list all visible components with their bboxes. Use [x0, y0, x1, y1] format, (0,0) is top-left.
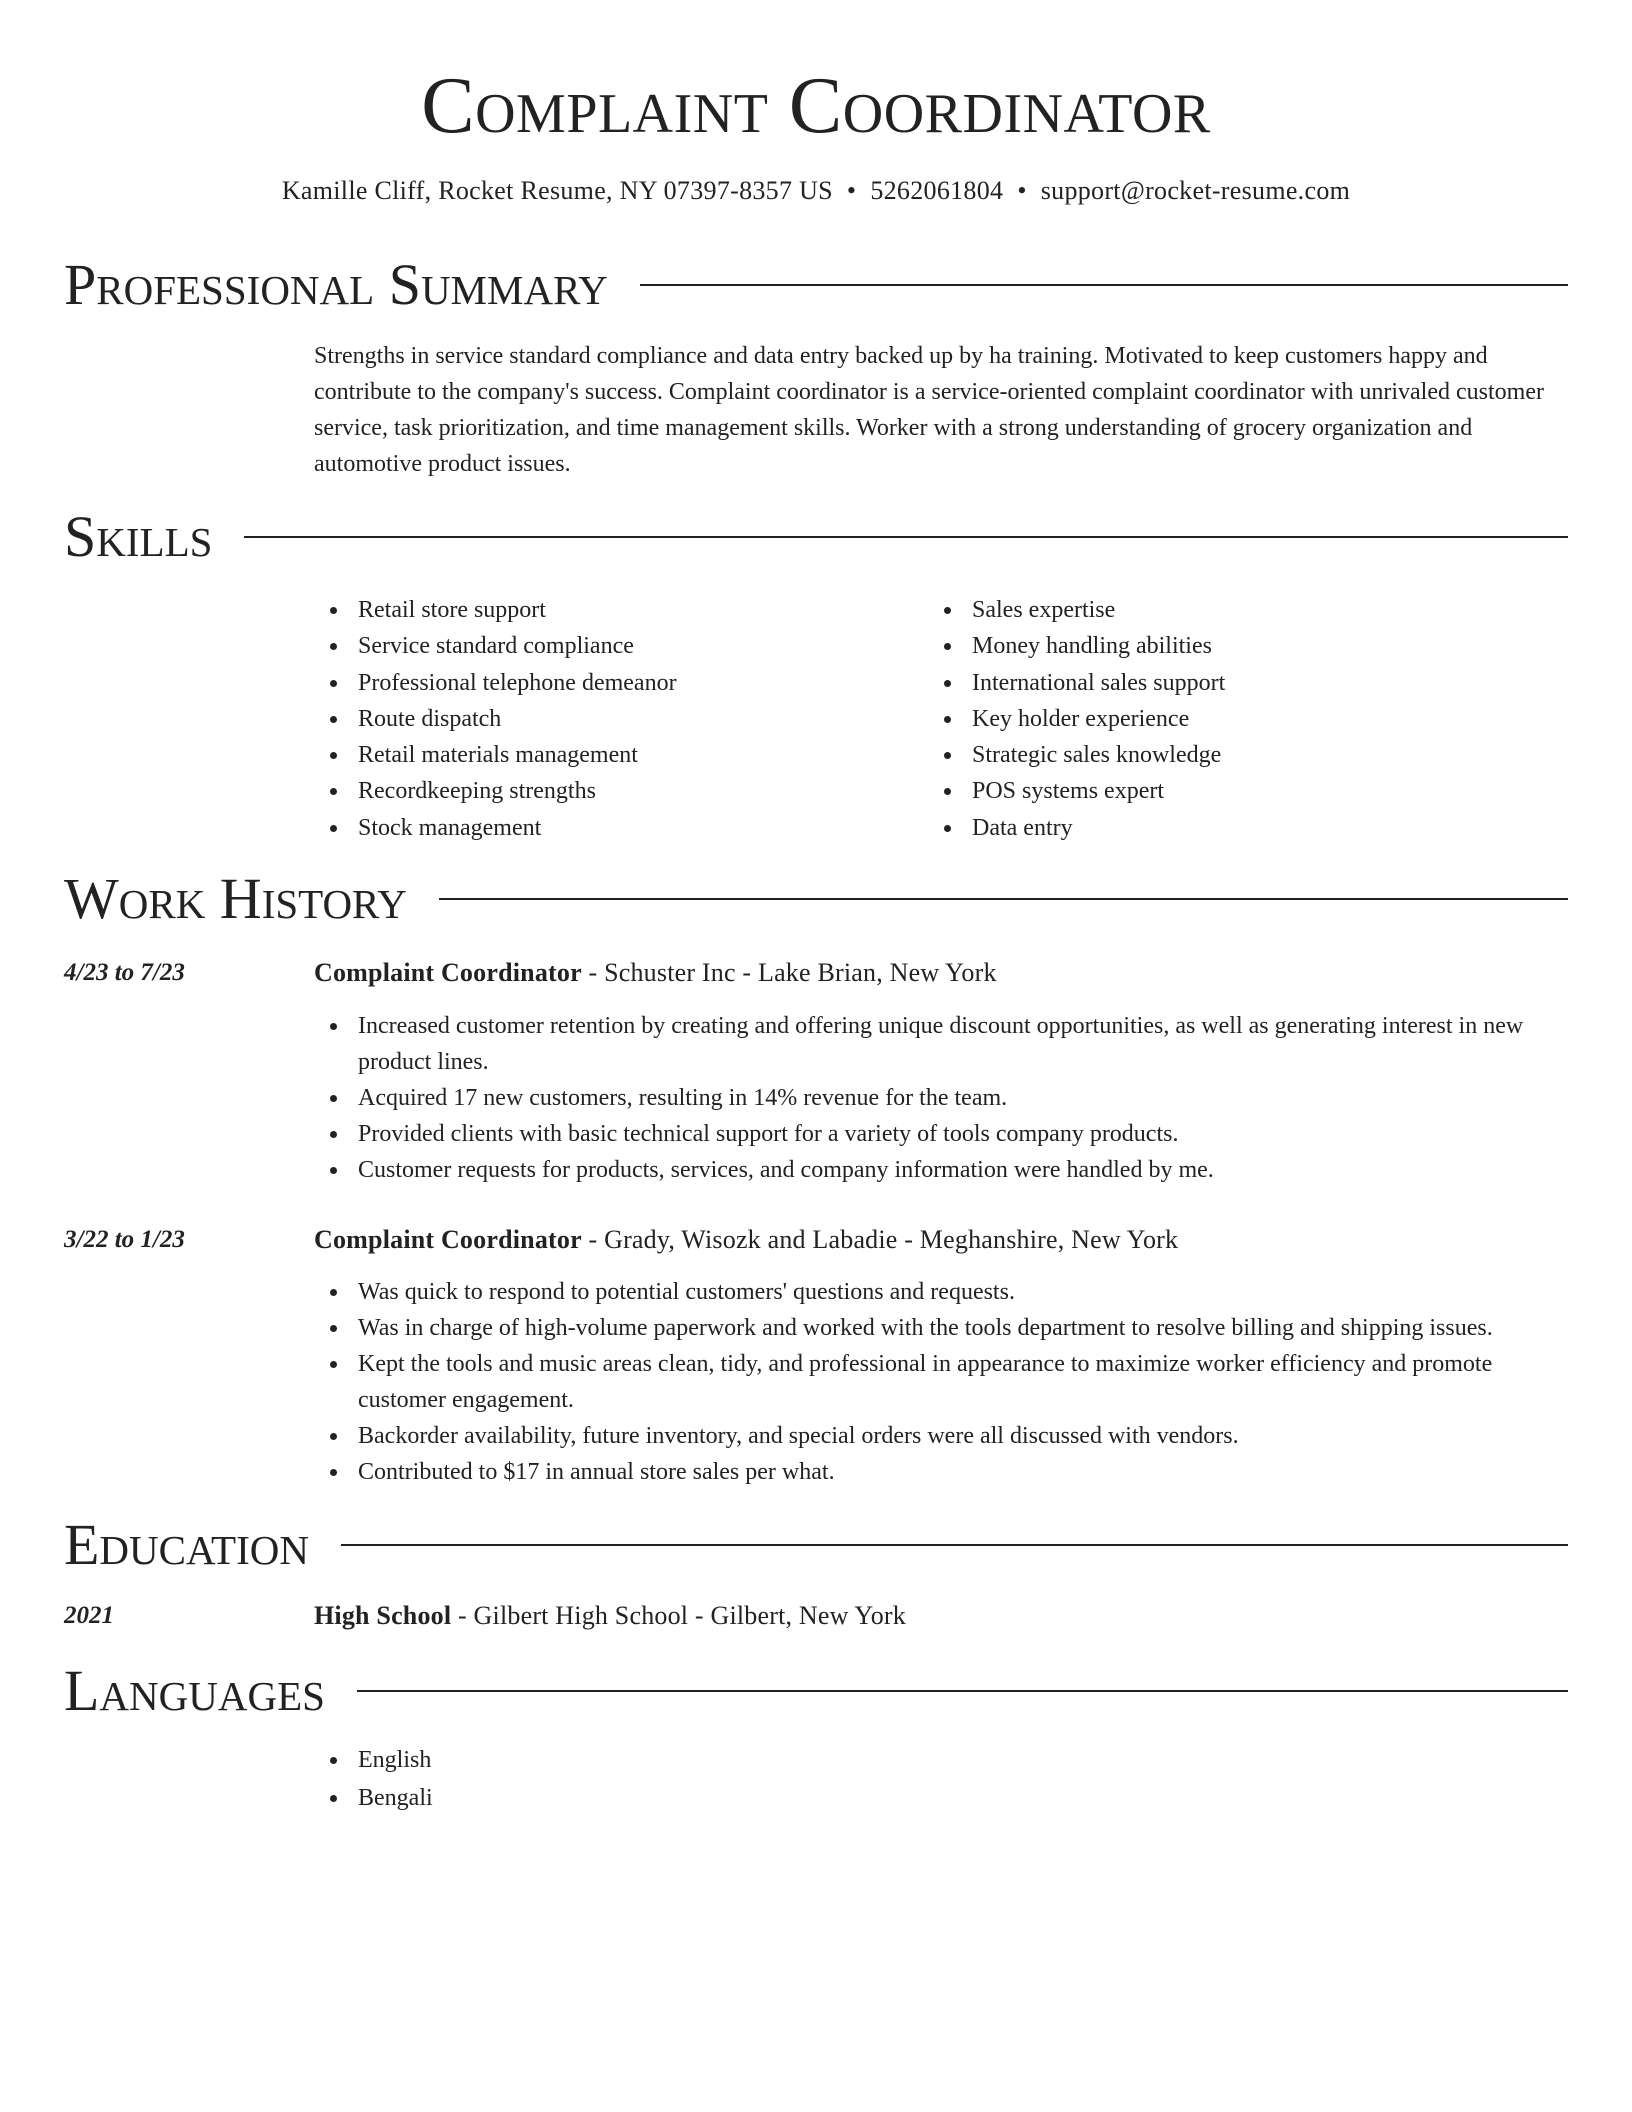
education-degree: High School — [314, 1601, 452, 1630]
job-employer: - Grady, Wisozk and Labadie - Meghanshire, New York — [581, 1225, 1179, 1254]
job-dates: 3/22 to 1/23 — [64, 1226, 185, 1253]
education-school: - Gilbert High School - Gilbert, New York — [451, 1601, 906, 1630]
skills-list-left — [314, 592, 914, 846]
job-bullets — [314, 1274, 1568, 1490]
skills-heading: Skills — [64, 504, 213, 569]
summary-section-header — [64, 250, 1568, 320]
job-bullets — [314, 1008, 1568, 1188]
section-divider — [244, 536, 1568, 538]
skill-item: Key holder experience — [928, 701, 1528, 737]
skill-item: Retail materials management — [314, 737, 914, 773]
skill-item: Service standard compliance — [314, 628, 914, 664]
language-item: Bengali — [314, 1780, 914, 1818]
language-item: English — [314, 1742, 914, 1780]
job-title: Complaint Coordinator — [314, 958, 582, 987]
education-heading: Education — [64, 1512, 309, 1577]
work-section-header — [64, 864, 1568, 934]
job-bullet: Contributed to $17 in annual store sales per what. — [314, 1454, 1568, 1490]
contact-separator: • — [1017, 176, 1027, 205]
summary-text: Strengths in service standard compliance and data entry backed up by ha training. Motivated to keep customers happy and contribute to the company's success. Complaint coordinator is a service-oriented complaint coordinator with unrivaled customer service, task prioritization, and time management skills. Worker with a strong understanding of grocery organization and automotive product issues. — [314, 343, 1544, 477]
skill-item: International sales support — [928, 665, 1528, 701]
languages-list — [314, 1742, 914, 1817]
contact-separator: • — [846, 176, 857, 205]
languages-section-header — [64, 1656, 1568, 1726]
job-title-line — [314, 955, 1568, 991]
skills-section-header — [64, 502, 1568, 572]
contact-address: Kamille Cliff, Rocket Resume, NY 07397-8357 US — [281, 176, 833, 205]
job-bullet: Was in charge of high-volume paperwork and worked with the tools department to resolve billing and shipping issues. — [314, 1310, 1568, 1346]
skill-item: Sales expertise — [928, 592, 1528, 628]
skill-item: Money handling abilities — [928, 628, 1528, 664]
contact-phone: 5262061804 — [870, 176, 1004, 205]
job-bullet: Was quick to respond to potential customers' questions and requests. — [314, 1274, 1568, 1310]
section-divider — [357, 1690, 1568, 1692]
section-divider — [640, 284, 1568, 286]
skills-list-right — [928, 592, 1528, 846]
education-section-header — [64, 1510, 1568, 1580]
skill-item: Retail store support — [314, 592, 914, 628]
job-bullet: Backorder availability, future inventory, and special orders were all discussed with vendors. — [314, 1418, 1568, 1454]
work-heading: Work History — [64, 866, 407, 931]
job-title: Complaint Coordinator — [314, 1225, 582, 1254]
skill-item: Professional telephone demeanor — [314, 665, 914, 701]
section-divider — [439, 898, 1568, 900]
job-title-line — [314, 1222, 1568, 1258]
education-year: 2021 — [64, 1602, 114, 1629]
job-employer: - Schuster Inc - Lake Brian, New York — [581, 958, 997, 987]
skill-item: Stock management — [314, 810, 914, 846]
summary-heading: Professional Summary — [64, 252, 608, 317]
job-bullet: Acquired 17 new customers, resulting in 14% revenue for the team. — [314, 1080, 1568, 1116]
skill-item: Recordkeeping strengths — [314, 773, 914, 809]
education-line — [314, 1598, 1568, 1634]
job-bullet: Kept the tools and music areas clean, tidy, and professional in appearance to maximize worker efficiency and promote customer engagement. — [314, 1346, 1568, 1418]
skill-item: POS systems expert — [928, 773, 1528, 809]
job-bullet: Customer requests for products, services, and company information were handled by me. — [314, 1152, 1568, 1188]
skill-item: Data entry — [928, 810, 1528, 846]
resume-title: Complaint Coordinator — [421, 62, 1211, 150]
contact-email: support@rocket-resume.com — [1040, 176, 1351, 205]
contact-line — [0, 174, 1632, 208]
job-dates: 4/23 to 7/23 — [64, 959, 185, 986]
job-bullet: Increased customer retention by creating and offering unique discount opportunities, as well as generating interest in new product lines. — [314, 1008, 1568, 1080]
job-bullet: Provided clients with basic technical support for a variety of tools company products. — [314, 1116, 1568, 1152]
skill-item: Route dispatch — [314, 701, 914, 737]
languages-heading: Languages — [64, 1658, 325, 1723]
skill-item: Strategic sales knowledge — [928, 737, 1528, 773]
section-divider — [341, 1544, 1568, 1546]
